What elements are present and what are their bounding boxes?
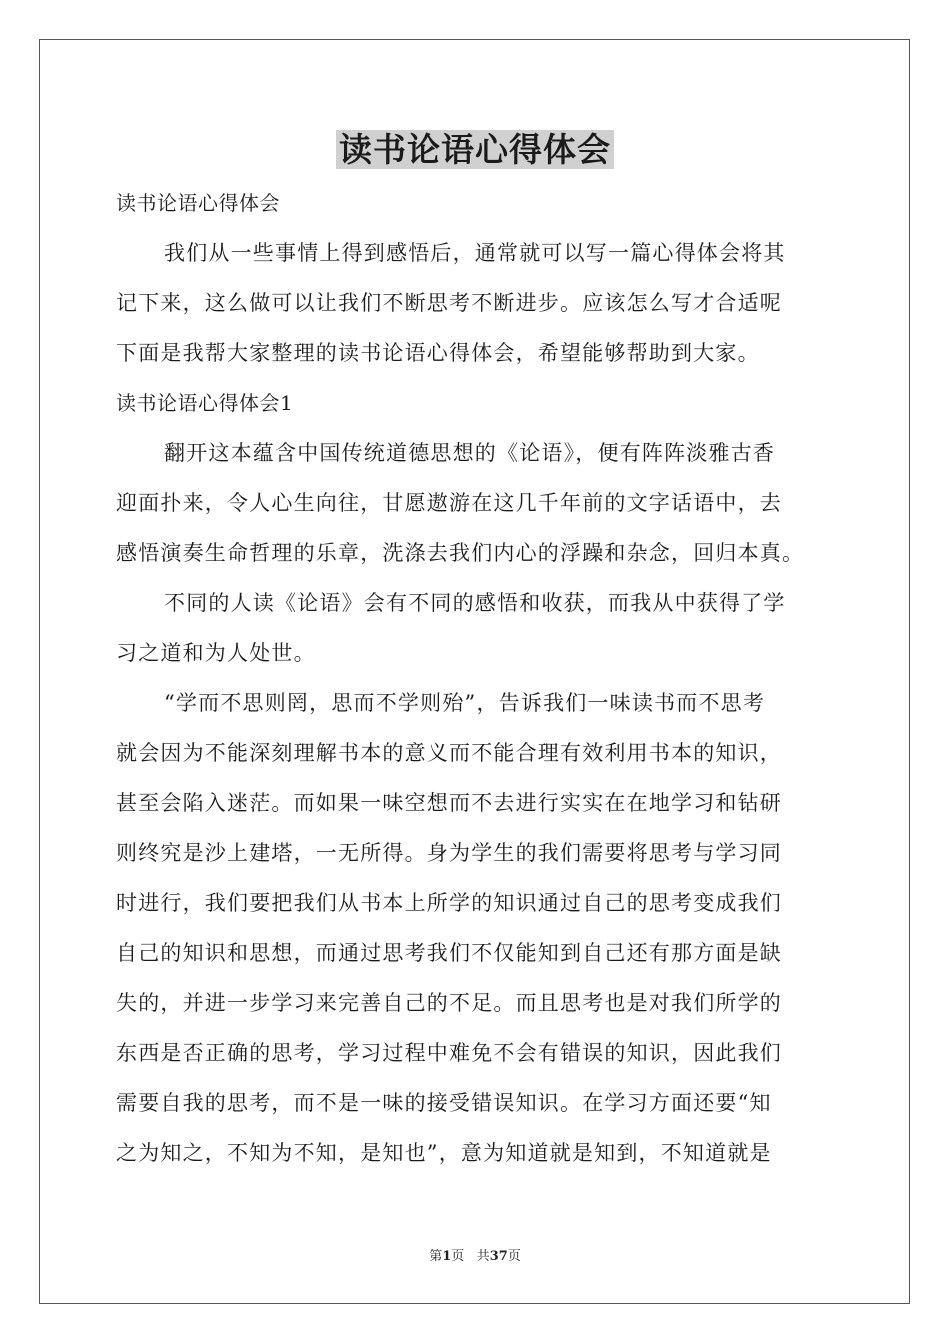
body-text-line: 东西是否正确的思考，学习过程中难免不会有错误的知识，因此我们 — [116, 1041, 782, 1065]
body-text-line: 甚至会陷入迷茫。而如果一味空想而不去进行实实在在地学习和钻研 — [116, 791, 782, 815]
body-text-line: 翻开这本蕴含中国传统道德思想的《论语》，便有阵阵淡雅古香 — [164, 441, 776, 465]
body-text-line: 下面是我帮大家整理的读书论语心得体会，希望能够帮助到大家。 — [116, 341, 760, 365]
body-text-line: 之为知之，不知为不知，是知也”，意为知道就是知到，不知道就是 — [116, 1141, 772, 1165]
section-heading: 读书论语心得体会1 — [116, 391, 294, 415]
footer-page-number: 1 — [442, 1249, 452, 1264]
footer-total-prefix: 共 — [476, 1249, 490, 1264]
body-text-line: 习之道和为人处世。 — [116, 641, 316, 665]
footer-total-pages: 37 — [489, 1249, 508, 1264]
section-heading: 读书论语心得体会 — [116, 191, 280, 215]
body-text-line: 时进行，我们要把我们从书本上所学的知识通过自己的思考变成我们 — [116, 891, 782, 915]
body-text-line: 迎面扑来，令人心生向往，甘愿遨游在这几千年前的文字话语中，去 — [116, 491, 782, 515]
body-text-line: 我们从一些事情上得到感悟后，通常就可以写一篇心得体会将其 — [164, 241, 786, 265]
document-title-text: 读书论语心得体会 — [336, 130, 614, 169]
body-text-line: 需要自我的思考，而不是一味的接受错误知识。在学习方面还要“知 — [116, 1091, 772, 1115]
document-body — [116, 178, 840, 1178]
body-text-line: 记下来，这么做可以让我们不断思考不断进步。应该怎么写才合适呢 — [116, 291, 782, 315]
body-text-line: 不同的人读《论语》会有不同的感悟和收获，而我从中获得了学 — [164, 591, 786, 615]
footer-total-suffix: 页 — [507, 1249, 521, 1264]
body-text-line: 失的，并进一步学习来完善自己的不足。而且思考也是对我们所学的 — [116, 991, 782, 1015]
body-text-line: 就会因为不能深刻理解书本的意义而不能合理有效利用书本的知识， — [116, 741, 782, 765]
page-footer — [0, 1245, 950, 1264]
footer-page-prefix: 第 — [429, 1249, 443, 1264]
document-title — [0, 128, 950, 172]
body-text-line: 自己的知识和思想，而通过思考我们不仅能知到自己还有那方面是缺 — [116, 941, 782, 965]
body-text-line: “学而不思则罔，思而不学则殆”，告诉我们一味读书而不思考 — [164, 691, 766, 715]
body-text-line: 感悟演奏生命哲理的乐章，洗涤去我们内心的浮躁和杂念，回归本真。 — [116, 541, 805, 565]
footer-page-suffix: 页 — [451, 1249, 465, 1264]
body-text-line: 则终究是沙上建塔，一无所得。身为学生的我们需要将思考与学习同 — [116, 841, 782, 865]
